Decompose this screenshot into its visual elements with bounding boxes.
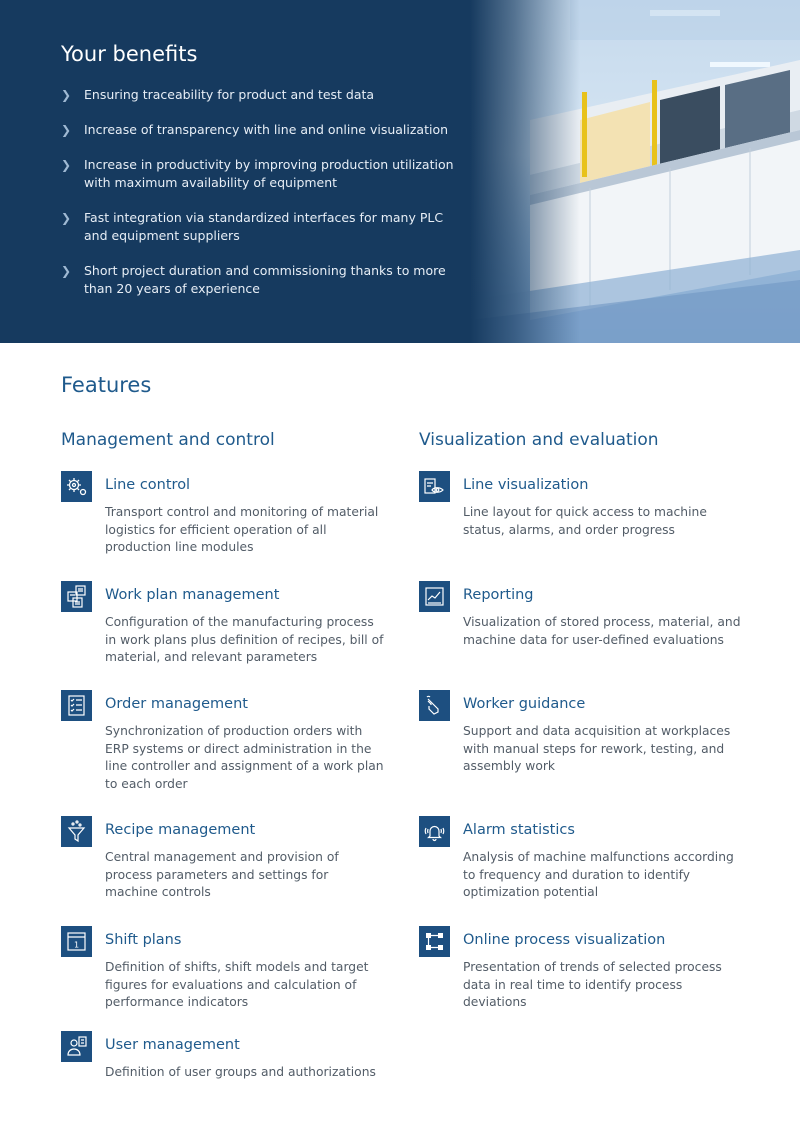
- report-chart-icon: [419, 581, 450, 612]
- benefits-section: [0, 0, 800, 343]
- benefit-item: [61, 156, 461, 192]
- feature-title: Line visualization: [463, 477, 589, 493]
- feature-description: Definition of user groups and authorizations: [105, 1065, 376, 1079]
- feature-description: Configuration of the manufacturing process in work plans plus definition of recipes, bill of material, and relevant parameters: [105, 615, 384, 664]
- feature-description: Analysis of machine malfunctions according to frequency and duration to identify optimization potential: [463, 850, 734, 899]
- management-column-title: Management and control: [61, 430, 275, 450]
- feature-description: Synchronization of production orders with ERP systems or direct administration in the line controller and assignment of a work plan to each order: [105, 724, 384, 791]
- benefits-title: Your benefits: [61, 42, 198, 66]
- chevron-right-icon: ❯: [61, 123, 72, 137]
- benefit-text: Increase of transparency with line and online visualization: [84, 122, 449, 137]
- benefit-text: Short project duration and commissioning thanks to more than 20 years of experience: [84, 263, 446, 296]
- benefit-item: [61, 121, 461, 139]
- calendar-icon: [61, 926, 92, 957]
- feature-title: Line control: [105, 477, 191, 493]
- feature-title: Work plan management: [105, 587, 280, 603]
- benefit-item: [61, 209, 461, 245]
- feature-title: Order management: [105, 696, 248, 712]
- benefit-text: Ensuring traceability for product and test data: [84, 87, 375, 102]
- feature-description: Line layout for quick access to machine status, alarms, and order progress: [463, 505, 707, 537]
- chevron-right-icon: ❯: [61, 264, 72, 278]
- feature-description: Support and data acquisition at workplaces with manual steps for rework, testing, and assembly work: [463, 724, 731, 773]
- checklist-icon: [61, 690, 92, 721]
- feature-description: Definition of shifts, shift models and target figures for evaluations and calculation of performance indicators: [105, 960, 369, 1009]
- chevron-right-icon: ❯: [61, 211, 72, 225]
- chevron-right-icon: ❯: [61, 158, 72, 172]
- feature-title: Worker guidance: [463, 696, 586, 712]
- gears-icon: [61, 471, 92, 502]
- chevron-right-icon: ❯: [61, 88, 72, 102]
- benefit-text: Fast integration via standardized interfaces for many PLC and equipment suppliers: [84, 210, 444, 243]
- documents-icon: [61, 581, 92, 612]
- process-flow-icon: [419, 926, 450, 957]
- benefits-list: [61, 86, 461, 315]
- feature-title: Reporting: [463, 587, 534, 603]
- benefit-text: Increase in productivity by improving production utilization with maximum availability of equipment: [84, 157, 454, 190]
- visualization-column-title: Visualization and evaluation: [419, 430, 659, 450]
- feature-description: Presentation of trends of selected process data in real time to identify process deviations: [463, 960, 722, 1009]
- feature-title: Alarm statistics: [463, 822, 575, 838]
- monitor-eye-icon: [419, 471, 450, 502]
- feature-title: User management: [105, 1037, 240, 1053]
- production-line-photo: [470, 0, 800, 343]
- feature-title: Recipe management: [105, 822, 256, 838]
- hand-pointer-icon: [419, 690, 450, 721]
- feature-description: Central management and provision of process parameters and settings for machine controls: [105, 850, 339, 899]
- user-badge-icon: [61, 1031, 92, 1062]
- feature-title: Shift plans: [105, 932, 182, 948]
- benefit-item: [61, 86, 461, 104]
- alarm-bell-icon: [419, 816, 450, 847]
- feature-description: Transport control and monitoring of material logistics for efficient operation of all production line modules: [105, 505, 379, 554]
- features-title: Features: [61, 373, 152, 397]
- feature-title: Online process visualization: [463, 932, 666, 948]
- benefit-item: [61, 262, 461, 298]
- svg-text:1: 1: [73, 940, 80, 950]
- funnel-icon: [61, 816, 92, 847]
- feature-description: Visualization of stored process, material, and machine data for user-defined evaluations: [463, 615, 741, 647]
